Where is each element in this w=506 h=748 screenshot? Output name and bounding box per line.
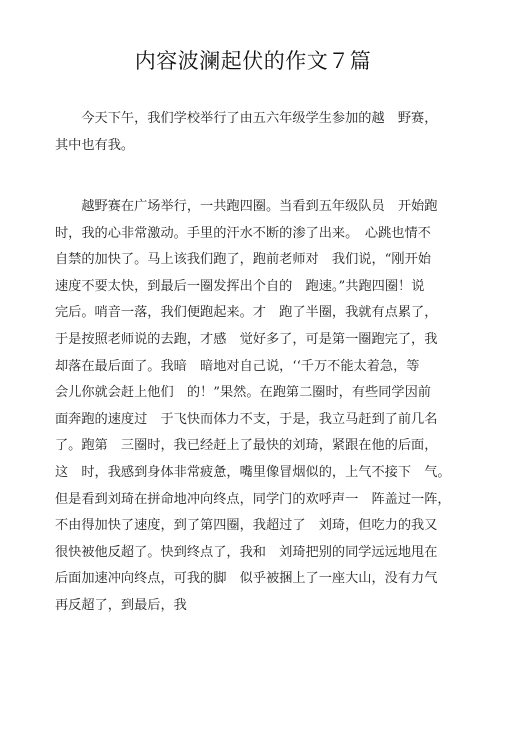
paragraph-line: 会儿你就会赶上他们 的！”果然。在跑第二圈时，有些同学因前 (55, 385, 431, 401)
paragraph-line: 面奔跑的速度过 于飞快而体力不支，于是，我立马赶到了前几名 (55, 411, 438, 427)
paragraph-2 (55, 194, 475, 620)
paragraph-line: 后面加速冲向终点，可我的脚 似乎被捆上了一座大山，没有力气 (55, 571, 438, 587)
paragraph-line: 其中也有我。 (55, 137, 135, 153)
paragraph-line: 速度不要太快，到最后一圈发挥出个自的 跑速。”共跑四圈！说 (55, 278, 425, 294)
paragraph-line: 自禁的加快了。马上该我们跑了，跑前老师对 我们说，“刚开始 (55, 252, 431, 268)
paragraph-1 (55, 106, 475, 159)
paragraph-line: 却落在最后面了。我暗 暗地对自己说，‘‘千万不能太着急，等 (55, 358, 420, 374)
paragraph-line: 但是看到刘琦在拼命地冲向终点，同学门的欢呼声一 阵盖过一阵， (55, 491, 451, 507)
paragraph-line: 完后。哨音一落，我们便跑起来。才 跑了半圈，我就有点累了， (55, 305, 438, 321)
paragraph-line: 再反超了，到最后，我 (55, 597, 187, 613)
paragraph-line: 不由得加快了速度，到了第四圈，我超过了 刘琦，但吃力的我又 (55, 518, 438, 534)
paragraph-line: 这 时，我感到身体非常疲惫，嘴里像冒烟似的，上气不接下 气。 (55, 464, 451, 480)
paragraph-line: 很快被他反超了。快到终点了，我和 刘琦把别的同学远远地甩在 (55, 544, 438, 560)
paragraph-line: 越野赛在广场举行，一共跑四圈。当看到五年级队员 开始跑 (55, 199, 438, 214)
paragraph-line: 今天下午，我们学校举行了由五六年级学生参加的越 野赛， (55, 111, 438, 126)
paragraph-line: 时，我的心非常激动。手里的汗水不断的渗了出来。 心跳也情不 (55, 225, 431, 241)
document-title: 内容波澜起伏的作文７篇 (134, 49, 372, 73)
paragraph-line: 于是按照老师说的去跑，才感 觉好多了，可是第一圈跑完了，我 (55, 331, 438, 347)
paragraph-line: 了。跑第 三圈时，我已经赶上了最快的刘琦，紧跟在他的后面， (55, 438, 438, 454)
